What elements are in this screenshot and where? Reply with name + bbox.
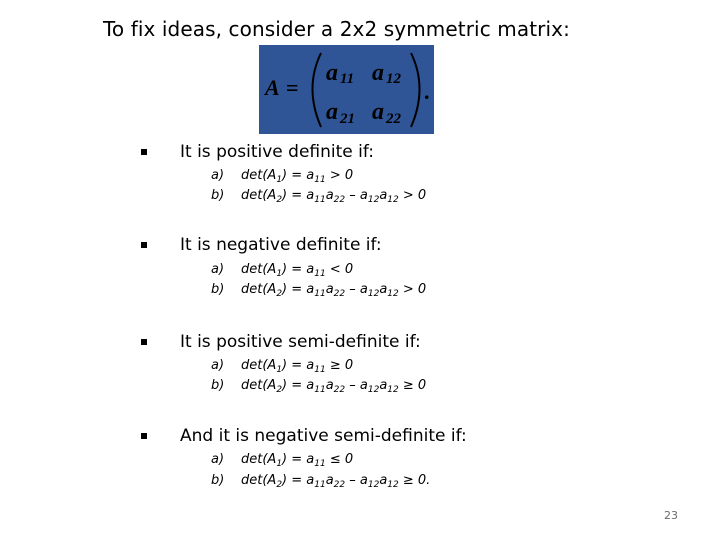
condition-item: b) $\det(A_2) = a_{11}a_{22} - a_{12}a_{12} \ge 0$. — [211, 473, 431, 490]
page-number: 23 — [664, 509, 678, 522]
svg-text:a: a — [372, 99, 384, 125]
condition-heading: It is positive definite if: — [180, 142, 374, 162]
matrix-end-period: . — [424, 79, 430, 104]
svg-text:12: 12 — [386, 71, 401, 87]
matrix-cell-a22 — [372, 99, 402, 127]
square-bullet-icon — [141, 149, 147, 155]
matrix-graphic — [259, 45, 434, 134]
svg-text:22: 22 — [386, 111, 401, 127]
condition-heading: It is negative definite if: — [180, 235, 382, 255]
svg-text:a: a — [326, 60, 338, 86]
square-bullet-icon — [141, 242, 147, 248]
condition-item: a) $\det(A_1) = a_{11} < 0$ — [211, 262, 354, 279]
svg-text:a: a — [372, 60, 384, 86]
matrix-cell-a21 — [326, 99, 355, 127]
matrix-cell-a12 — [372, 60, 402, 87]
condition-item: b) $\det(A_2) = a_{11}a_{22} - a_{12}a_{12} \ge 0$ — [211, 378, 427, 395]
matrix-lhs: A — [265, 75, 280, 100]
svg-text:21: 21 — [340, 111, 355, 127]
svg-text:11: 11 — [340, 71, 355, 87]
matrix-equals: = — [286, 75, 299, 100]
condition-heading: It is positive semi-definite if: — [180, 332, 421, 352]
right-paren-icon — [411, 53, 420, 127]
matrix-cell-a11 — [326, 60, 354, 87]
condition-heading: And it is negative semi-definite if: — [180, 426, 467, 446]
condition-item: a) $\det(A_1) = a_{11} \ge 0$ — [211, 358, 354, 375]
slide-title: To fix ideas, consider a 2x2 symmetric matrix: — [103, 17, 570, 41]
condition-item: a) $\det(A_1) = a_{11} > 0$ — [211, 168, 354, 185]
condition-item: b) $\det(A_2) = a_{11}a_{22} - a_{12}a_{12} > 0$ — [211, 188, 427, 205]
svg-text:a: a — [326, 99, 338, 125]
condition-item: a) $\det(A_1) = a_{11} \le 0$ — [211, 452, 354, 469]
square-bullet-icon — [141, 433, 147, 439]
square-bullet-icon — [141, 339, 147, 345]
matrix-definition — [259, 45, 434, 134]
left-paren-icon — [313, 53, 322, 127]
condition-item: b) $\det(A_2) = a_{11}a_{22} - a_{12}a_{12} > 0$ — [211, 282, 427, 299]
